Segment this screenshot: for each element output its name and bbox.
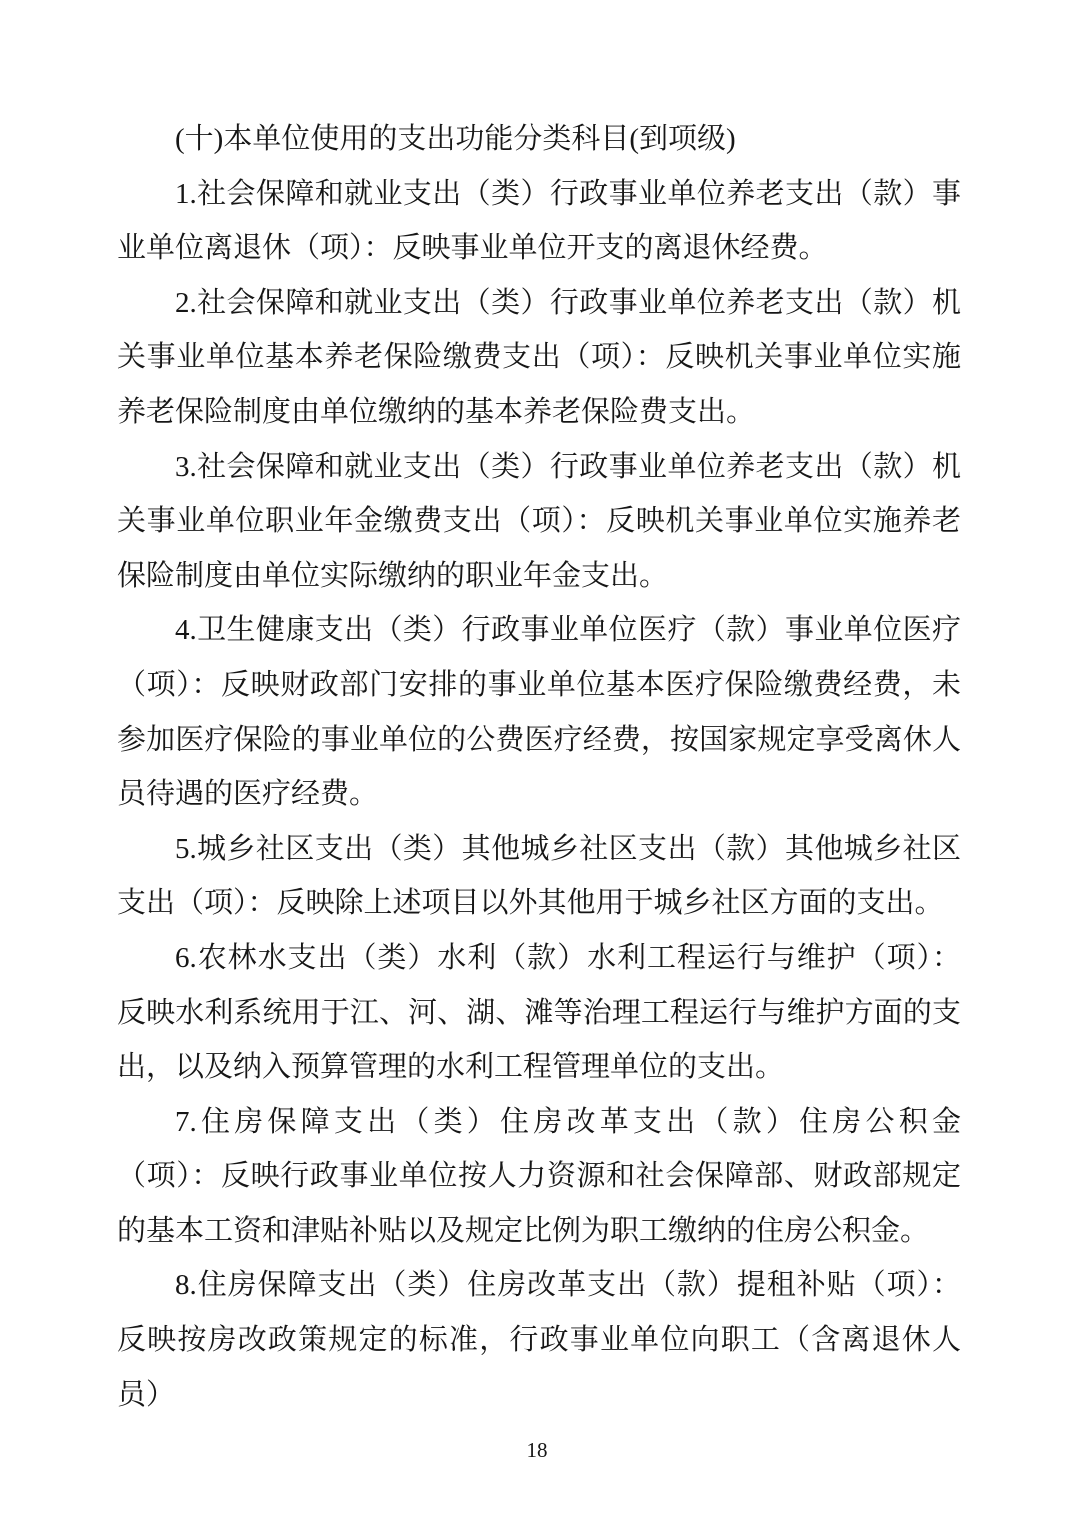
paragraph-item-7: 7.住房保障支出（类）住房改革支出（款）住房公积金（项）：反映行政事业单位按人力资源和社会保障部、财政部规定的基本工资和津贴补贴以及规定比例为职工缴纳的住房公积金。: [117, 1105, 961, 1247]
section-heading: (十)本单位使用的支出功能分类科目(到项级): [175, 123, 736, 155]
paragraph-item-5: 5.城乡社区支出（类）其他城乡社区支出（款）其他城乡社区支出（项）：反映除上述项目以外其他用于城乡社区方面的支出。: [117, 832, 961, 920]
paragraph-item-3: 3.社会保障和就业支出（类）行政事业单位养老支出（款）机关事业单位职业年金缴费支出（项）：反映机关事业单位实施养老保险制度由单位实际缴纳的职业年金支出。: [117, 450, 961, 592]
paragraph-item-6: 6.农林水支出（类）水利（款）水利工程运行与维护（项）：反映水利系统用于江、河、湖、滩等治理工程运行与维护方面的支出，以及纳入预算管理的水利工程管理单位的支出。: [117, 941, 961, 1084]
document-body: [117, 112, 961, 1422]
page-number: 18: [526, 1438, 548, 1462]
paragraph-item-4: 4.卫生健康支出（类）行政事业单位医疗（款）事业单位医疗（项）：反映财政部门安排的事业单位基本医疗保险缴费经费，未参加医疗保险的事业单位的公费医疗经费，按国家规定享受离休人员待遇的医疗经费。: [117, 614, 961, 811]
paragraph-item-8: 8.住房保障支出（类）住房改革支出（款）提租补贴（项）：反映按房改政策规定的标准，行政事业单位向职工（含离退休人员）: [117, 1269, 961, 1411]
paragraph-item-1: 1.社会保障和就业支出（类）行政事业单位养老支出（款）事业单位离退休（项）：反映事业单位开支的离退休经费。: [117, 177, 961, 265]
paragraph-item-2: 2.社会保障和就业支出（类）行政事业单位养老支出（款）机关事业单位基本养老保险缴费支出（项）：反映机关事业单位实施养老保险制度由单位缴纳的基本养老保险费支出。: [117, 286, 961, 428]
